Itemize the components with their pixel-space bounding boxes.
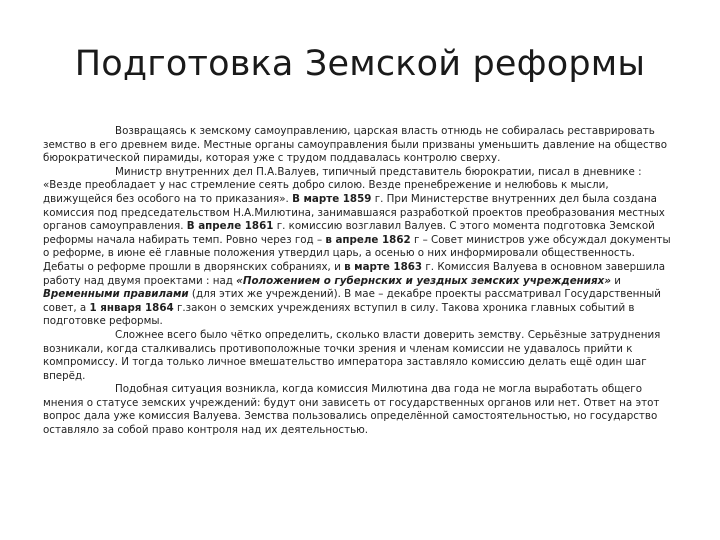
emphasis-text: 1 января 1864: [89, 301, 174, 314]
emphasis-text: В марте 1859: [292, 192, 372, 205]
paragraph-text: г.закон о земских учреждениях вступил в силу. Такова хроника главных событий в подготовке реформы.: [43, 301, 635, 328]
paragraph-text: Министр внутренних дел П.А.Валуев, типичный представитель бюрократии, писал в дневнике : «Везде преобладает у нас стремление сеять добро силою. Везде пренебрежение и нелюбовь к мысли, движущейся без особого на то приказания».: [43, 165, 642, 205]
paragraph-1: [43, 125, 675, 166]
paragraph-text: г. Комиссия Валуева в основном завершила работу над двумя проектами : над: [43, 260, 666, 287]
paragraph-text: Сложнее всего было чётко определить, сколько власти доверить земству. Серьёзные затруднения возникали, когда сталкивались противоположные точки зрения и членам комиссии не удавалось прийти к компромиссу. И тогда только личное вмешательство императора заставляло комиссию делать ещё один шаг вперёд.: [43, 328, 661, 382]
paragraph-text: Возвращаясь к земскому самоуправлению, царская власть отнюдь не собиралась реставрировать земство в его древнем виде. Местные органы самоуправления были призваны уменьшить давление на общество бюрократической пирамиды, которая уже с трудом поддавалась контролю сверху.: [43, 125, 667, 165]
emphasis-text: «Положением о губернских и уездных земских учреждениях»: [236, 274, 611, 287]
emphasis-text: в апреле 1862: [325, 233, 411, 246]
paragraph-text: (для этих же учреждений). В мае – декабре проекты рассматривал Государственный совет, а: [43, 288, 661, 314]
emphasis-text: В апреле 1861: [186, 220, 274, 233]
paragraph-4: [43, 383, 675, 437]
emphasis-text: Временными правилами: [43, 288, 189, 301]
paragraph-text: Подобная ситуация возникла, когда комиссия Милютина два года не могла выработать общего мнения о статусе земских учреждений: будут они зависеть от государственных органов или нет. Ответ на этот вопрос дала уже комиссия Валуева. Земства пользовались определённой самостоятельностью, но государство оставляло за собой право контроля над их деятельностью.: [43, 383, 660, 437]
slide-body: [43, 125, 675, 438]
paragraph-text: г – Совет министров уже обсуждал документы о реформе, в июне её главные положения утвердил царь, а осенью о них информировали общественность. Дебаты о реформе прошли в дворянских собраниях, и: [43, 233, 671, 273]
paragraph-text: г. комиссию возглавил Валуев. С этого момента подготовка Земской реформы начала набирать темп. Ровно через год –: [43, 220, 655, 246]
emphasis-text: в марте 1863: [344, 260, 423, 273]
paragraph-2: [43, 166, 675, 329]
paragraph-text: г. При Министерстве внутренних дел была создана комиссия под председательством Н.А.Милютина, занимавшаяся разработкой проектов преобразования местных органов самоуправления.: [43, 192, 665, 233]
paragraph-text: и: [610, 274, 621, 287]
slide-title: Подготовка Земской реформы: [74, 44, 646, 84]
paragraph-3: [43, 329, 675, 383]
